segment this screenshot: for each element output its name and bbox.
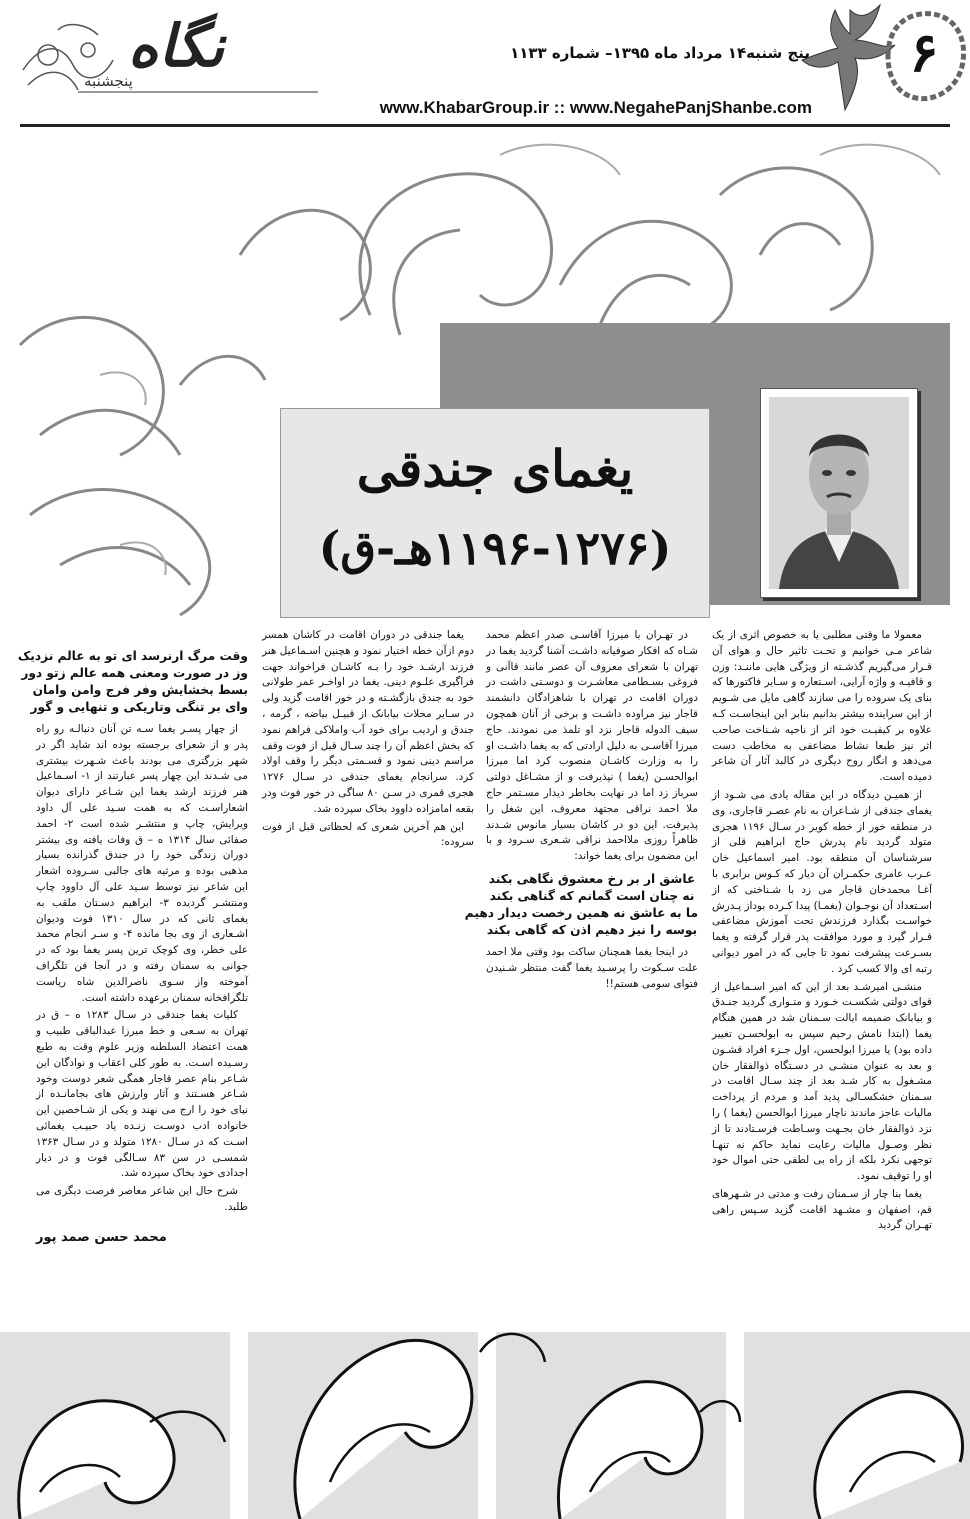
website-links: www.KhabarGroup.ir :: www.NegahePanjShanbe.com xyxy=(379,98,812,117)
author-signature: محمد حسن صمد پور xyxy=(36,1229,167,1245)
paragraph: در اینجا یغما همچنان ساکت بود وقتی ملا احمد علت سـکوت را پرسـید یغما گفت منتظر شـنیدن فتوای سومی هستم!! xyxy=(486,945,698,990)
newspaper-logo xyxy=(18,10,318,110)
paragraph: یغما بنا چار از سـمنان رفت و مدتی در شـهرهای قم، اصفهان و مشـهد اقامت گزید سـپس راهی تهـران گردید xyxy=(712,1187,932,1232)
article-column-1 xyxy=(712,628,932,1236)
poem-line: وقت مرگ ارنرسد ای تو به عالم نزدیک xyxy=(17,649,248,663)
poem-verse-1 xyxy=(464,871,698,939)
article-column-2-continued xyxy=(262,628,474,853)
paragraph: کلیات یغما جندقی در سـال ۱۲۸۳ ه – ق در تهران به سـعی و خط میرزا عبدالباقی طبیب و همت اعتضاد السلطنه وزیر علوم وقت به طبع رسـیده اسـت. به طور کلی اعقاب و نوادگان این شـاعر بنام عصر قاجار همگی شعر دوست وخود شـاعر هسـتند و آثار وارزش های بجامانـده از نیای خود را ارج می نهند و یکی از شـاخصین این خانواده ادب دوسـت زنـده یاد حبیـب یغمائی اسـت که در سـال ۱۲۸۰ متولد و در سـال ۱۳۶۳ شمسـی در سن ۸۳ سـالگی فوت و در دیار اجدادی خود بخاک سپرده شد. xyxy=(36,1009,248,1180)
poem-verse-2 xyxy=(17,648,248,716)
page-header xyxy=(0,0,970,135)
bottom-floral-ornament-icon xyxy=(0,1292,970,1519)
article-column-2 xyxy=(464,628,698,994)
poem-line: عاشق ار بر رخ معشوق نگاهی بکند xyxy=(488,871,696,886)
article-column-4 xyxy=(17,628,249,1246)
portrait-photo-icon xyxy=(769,397,909,589)
article-title: یغمای جندقی xyxy=(356,439,634,498)
paragraph: از همیـن دیدگاه در این مقاله یادی می شـود از یغمای جندقی از شـاعران به نام عصـر قاجاری، وی در منطقه خور از خطه کویر در سـال ۱۱۹۶ هجری متولد گردید نام پدرش حاج ابراهیم قلی از سرشناسان آن منطقه بود. امیر اسماعیل خان عـرب عامری حکمـران آن دیار که کـوس برابری با آغـا محمدخان قاجار می زد با شـناختی که از اسـتعداد آن نوجـوان (یغمـا) پیدا کـرده بوداز پـدرش خواسـت بگذارد فرزندش تحت آموزش مضاعفی قـرار گیرد و مورد موافقت پدر قرار گرفته و یغما بسـرعت پیشرفت نمود تا جایی که در امور دیوانی رتبه ای والا کسب کرد . xyxy=(712,788,932,975)
page-number: ۶ xyxy=(909,20,939,84)
paragraph: معمولا ما وقتی مطلبی یا به خصوص اثری از یک شاعر مـی خوانیم و تحـت تاثیر حال و هوای آن قـرار می‌گیریم گذشـته از ویژگی هایی ماننـد: وزن و قافیـه و واژه آرایی، اسـتعاره و سـایر فاکتورها که بنای یک سروده را می سازند گاهی مایل می شـویم از این سراینده بیشتر بدانیم بنابر این اینجاسـت کـه علاوه بر کیفیـت خود اثر از ناحیه شـناخت صاحب اثر نیز طبعا نشاط مضاعفی به مخاطب دست می‌دهد و انگار روح دیگری در کالبد آثار آن شاعر دمیده است. xyxy=(712,629,932,784)
paragraph: این هم آخرین شعری که لحظاتی قبل از فوت سروده: xyxy=(262,820,474,849)
poem-line: بوسه را نیز دهیم اذن که گاهی بکند xyxy=(486,922,698,937)
header-divider xyxy=(20,124,950,127)
poem-line: بسط بخشایش وفر فرج وامن وامان xyxy=(32,683,248,697)
poem-line: نه چنان است گمانم که گناهی بکند xyxy=(489,888,695,903)
article-years: (۱۱۹۶-۱۲۷۶هـ-ق) xyxy=(318,521,672,575)
paragraph: شرح حال این شاعر معاصر فرصت دیگری می طلبد. xyxy=(36,1185,248,1213)
logo-title: نگاه xyxy=(128,12,225,80)
paragraph: یغما جندقی در دوران اقامت در کاشان همسر دوم ازآن خطه اختیار نمود و هچنین اسـماعیل هنر فرزند ارشـد خود را بـه کاشـان فراخواند جهت فراگیری علـوم دینی. یغما در اواخـر عمر طولانی خود به جندق بازگشـته و در خور اقامت گزید ولی در سـایر محلات بیابانک از قبیـل بیاضه ، گرمه ، جندق و اردیب برای خود آب واملاکی فراهم نمود که بخش اعظم آن را چند سـال قبل از فوت وقف مراسم دینی نمود و قسـمتی دیگر را وقف اولاد کرد. سرانجام یغمای جندقی در سـال ۱۲۷۶ هجری قمری در سـن ۸۰ ساگی در خور فوت ودر بقعه امامزاده داوود بخاک سپرده شد. xyxy=(262,629,474,815)
poem-line: ما به عاشق نه همین رخصت دیدار دهیم xyxy=(464,905,698,920)
issue-date: پنج شنبه۱۴ مرداد ماه ۱۳۹۵– شماره ۱۱۳۳ xyxy=(510,44,810,62)
author-portrait xyxy=(760,388,918,598)
poem-line: وز در صورت ومعنی همه عالم زتو دور xyxy=(21,666,248,680)
paragraph: منشـی امیرشـد بعد از این که امیر اسـماعیل از قوای دولتی شکسـت خـورد و متـواری گردید جنـدق و بیابانک ضمیمه ایالت سـمنان شد در همین هنگام یغما (ابتدا نامش رحیم سپس به ابولحسـن تغییر داده بود) یا میرزا ابولحسن، اول جـزء افراد قشـون و بعد به عنوان منشـی در دسـتگاه ذوالفقار خان مشـغول به کار شـد بعد از چند سـال اقامت در سـمنان خشکسـالی پدید آمد و مردم از پرداخت مالیات عاجز ماندند ناچار میرزا ابوالحسن (یغما ) را نزد ذوالفقار خان بجـهت وسـاطت فرسـتادند تا از نظر وصـول مالیات رعایت نماید حاکم نه تنهـا توجهی نکرد بلکه از راه بی لطفی حتی اموال خود او را توقیف نمود. xyxy=(712,980,932,1183)
paragraph: در تهـران با میرزا آقاسـی صدر اعظم محمد شـاه که افکار صوفیانه داشـت آشنا گردید یغما در تهران با شعرای معروف آن عصر مانند قاآنی و فروغی بسـطامی معاشـرت و دوسـتی داشت در دوران اقامت در تهران با شاهزادگان دانشمند قاجار نیز مراوده داشـت و برخی از آنان همچون سیف الدوله قاجار نزد او تلمذ می نمودند. حاج میرزا آقاسـی به دلیل ارادتی که به یغما داشـت او را به وزارت کاشـان منصوب کرد اما میرزا ابوالحسـن (یغما ) نپذیرفت و از مشـاغل دولتی سرباز زد اما در نهایت بخاطر دیدار مسـتمر حاج ملا احمد نراقی مجتهد معروف، این شغل را پذیرفت. این دو در کاشان بسیار مانوس شـدند ظاهراً روزی ملااحمد نراقی شـعری سـرود و با این مضمون برای یغما خواند: xyxy=(486,629,698,863)
paragraph: از چهار پسـر یغما سـه تن آنان دنبالـه رو راه پدر و از شعرای برجسته بوده اند شاید اگر در شهر بزرگتری می بودند باعث شـهرت بیشتری می شـدند این چهار پسر عبارتند از ۱- اسـماعیل هنر فرزند ارشد یغما این شـاعر دارای دیوان اشعاراسـت که به همت سـید علی آل داود ویرایش، چاپ و منتشـر شده است ۲- احمد صفائی سال ۱۳۱۴ ه – ق وفات یافته وی بیشتر دوران زندگی خود را در جندق گذرانده بسیار مذهبی بوده و مرثیه های جالبی سـروده اشعار این شاعر نیز توسط سـید علی آل داوود چاپ ومنتشـر گردیده ۳- ابراهیم دسـتان ملقب به یغمای ثانی که در سال ۱۳۱۰ فوت ودیوان اشـعاری از وی بجا مانده ۴- و سـر انجام محمد علی خطر، وی کوچک ترین پسر یغما بود که در جوانی به سمنان رفته و در آنجا فن تلگراف آموخته واز سـوی ناصرالدین شاه ریاست تلگرافخانه سمنان برعهده داشته است. xyxy=(36,723,249,1004)
logo-subtitle: پنجشنبه xyxy=(84,72,133,90)
title-panel xyxy=(280,408,710,618)
poem-line: وای بر تنگی وتاریکی و تنهایی و گور xyxy=(30,700,248,714)
